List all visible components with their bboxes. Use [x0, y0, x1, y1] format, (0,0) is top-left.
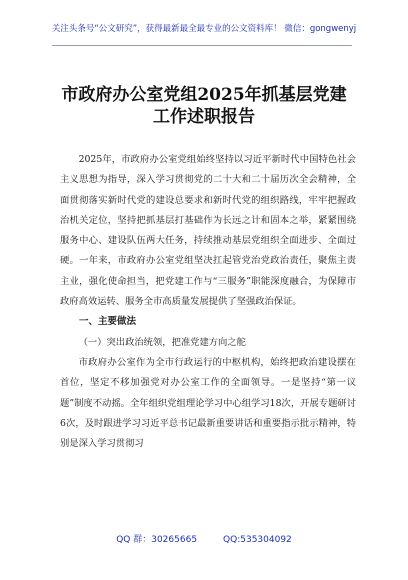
document-title-line1: 市政府办公室党组2025年抓基层党建 — [61, 85, 347, 105]
header-notice: 关注头条号“公文研究”，获得最新最全最专业的公文资料库！ 微信：gongwenyj — [51, 24, 357, 34]
document-title — [0, 84, 408, 128]
footer-contact — [0, 532, 408, 545]
body-paragraph: 市政府办公室作为全市行政运行的中枢机构，始终把政治建设摆在首位，坚定不移加强党对办公室工作的全面领导。一是坚持“第一议题”制度不动摇。全年组织党组理论学习中心组学习18次，开展专题研讨6次，及时跟进学习习近平总书记最新重要讲话和重要指示批示精神，特别是深入学习贯彻习 — [60, 356, 356, 450]
subsection-heading: （一）突出政治统领，把准党建方向之舵 — [78, 336, 246, 348]
section-heading: 一、主要做法 — [79, 316, 137, 328]
footer-qq-group: QQ 群：30265665 — [116, 535, 198, 545]
document-title-line2: 工作述职报告 — [153, 107, 255, 127]
intro-paragraph: 2025年，市政府办公室党组始终坚持以习近平新时代中国特色社会主义思想为指导，深入学习贯彻党的二十大和二十届历次全会精神，全面贯彻落实新时代党的建设总要求和新时代党的组织路线，牢牢把握政治机关定位，坚持把抓基层打基础作为长远之计和固本之举，紧紧围绕服务中心、建设队伍两大任务，持续推动基层党组织全面进步、全面过硬。一年来，市政府办公室党组坚决扛起管党治党政治责任，聚焦主责主业，强化使命担当，把党建工作与“三服务”职能深度融合，为保障市政府高效运转、服务全市高质量发展提供了坚强政治保证。 — [60, 154, 356, 308]
header-divider — [52, 45, 352, 46]
document-body — [60, 150, 356, 454]
footer-qq: QQ:535304092 — [223, 535, 292, 545]
